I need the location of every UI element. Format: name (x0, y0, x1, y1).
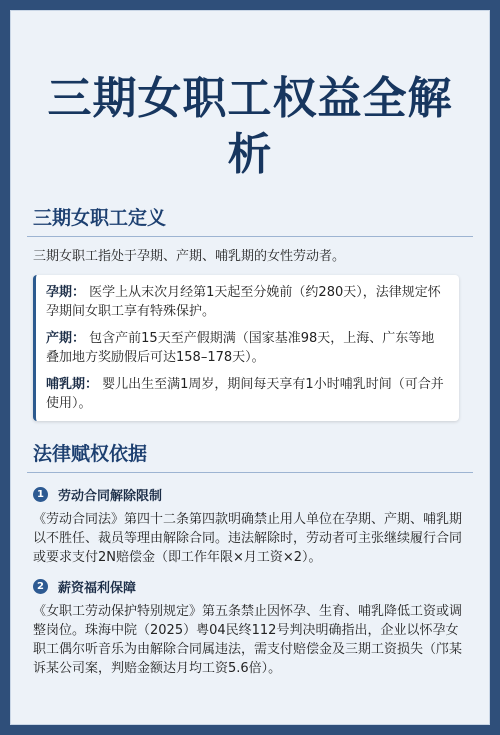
definition-term: 哺乳期： (46, 377, 99, 392)
definition-text: 包含产前15天至产假期满（国家基准98天，上海、广东等地叠加地方奖励假后可达158–178天）。 (46, 331, 435, 365)
basis-item-body: 《劳动合同法》第四十二条第四款明确禁止用人单位在孕期、产期、哺乳期以不胜任、裁员等理由解除合同。违法解除时，劳动者可主张继续履行合同或要求支付2N赔偿金（即工作年限×月工资×2）。 (33, 512, 463, 565)
section-legal-basis (11, 439, 489, 678)
article-card (10, 10, 490, 725)
number-badge-icon: 1 (33, 487, 48, 502)
basis-item-1 (11, 485, 489, 567)
section-definition (11, 203, 489, 421)
definitions-box (33, 275, 459, 421)
definition-pregnancy (46, 283, 447, 321)
basis-item-title-text: 劳动合同解除限制 (58, 489, 163, 504)
definition-maternity (46, 329, 447, 367)
basis-item-title (11, 577, 489, 596)
definition-term: 孕期： (46, 285, 86, 300)
basis-item-2 (11, 577, 489, 678)
page-title: 三期女职工权益全解析 (47, 73, 453, 180)
section-heading-legal-basis: 法律赋权依据 (33, 443, 148, 465)
basis-item-title (11, 485, 489, 504)
number-badge-icon: 2 (33, 579, 48, 594)
section-heading-definition: 三期女职工定义 (33, 207, 167, 229)
definition-term: 产期： (46, 331, 86, 346)
definition-text: 医学上从末次月经第1天起至分娩前（约280天），法律规定怀孕期间女职工享有特殊保护。 (46, 285, 441, 319)
basis-item-title-text: 薪资福利保障 (58, 581, 137, 596)
section-divider (27, 472, 473, 473)
definition-breastfeeding (46, 375, 447, 413)
definition-intro: 三期女职工指处于孕期、产期、哺乳期的女性劳动者。 (33, 249, 346, 264)
basis-item-body: 《女职工劳动保护特别规定》第五条禁止因怀孕、生育、哺乳降低工资或调整岗位。珠海中院（2025）粤04民终112号判决明确指出，企业以怀孕女职工偶尔听音乐为由解除合同属违法，需支付赔偿金及三期工资损失（邝某诉某公司案，判赔金额达月均工资5.6倍）。 (33, 604, 463, 676)
definition-text: 婴儿出生至满1周岁，期间每天享有1小时哺乳时间（可合并使用）。 (46, 377, 444, 411)
